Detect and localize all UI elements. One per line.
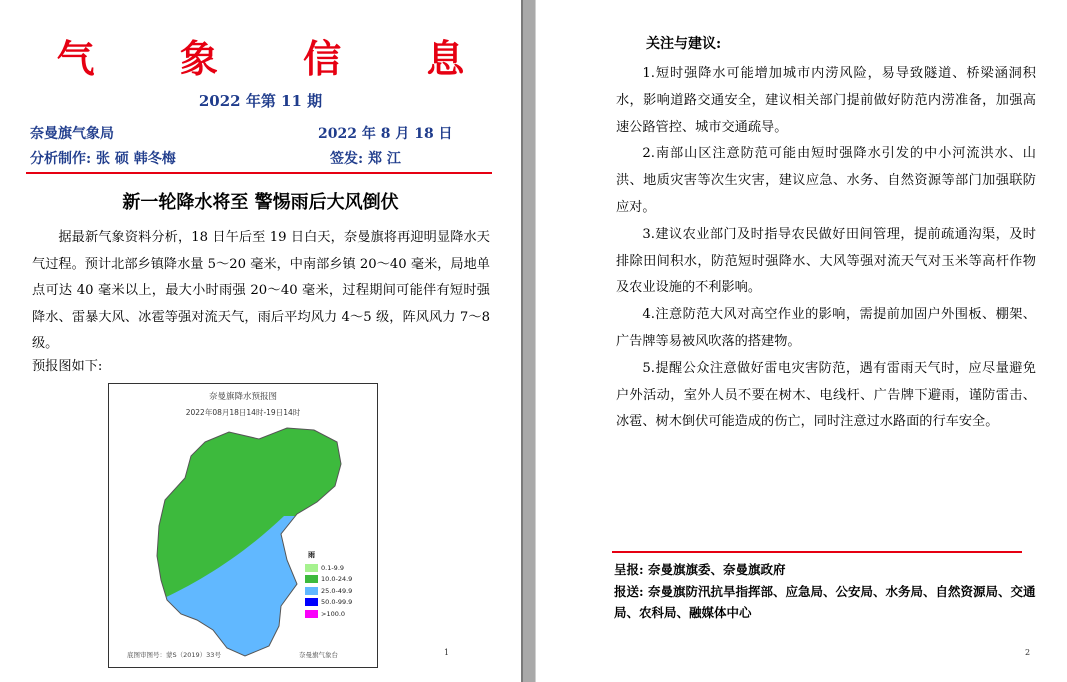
issuing-bureau: 奈曼旗气象局 (30, 126, 114, 142)
signer: 签发: 郑 江 (330, 151, 401, 167)
legend-label: 50.0-99.9 (321, 598, 353, 607)
body-text (32, 225, 490, 358)
legend-label: 25.0-49.9 (321, 586, 353, 595)
legend-entry (305, 562, 352, 574)
issue-date: 2022 年 8 月 18 日 (318, 126, 453, 142)
map-graphic (109, 384, 377, 667)
map-footer-left: 底图审图号：蒙S（2019）33号 (127, 651, 221, 659)
headline: 新一轮降水将至 警惕雨后大风倒伏 (122, 192, 399, 213)
page-gutter (521, 0, 536, 682)
map-title: 奈曼旗降水预报图 (208, 392, 277, 402)
body-paragraph: 据最新气象资料分析，18 日午后至 19 日白天，奈曼旗将再迎明显降水天气过程。预计北部乡镇降水量 5～20 毫米，中南部乡镇 20～40 毫米，局地单点可达 40 毫米以上，最大小时雨强 20～40 毫米，过程期间可能伴有短时强降水、雷暴大风、冰雹等强对流天气，雨后平均风力 4～5 级，阵风风力 7～8 级。 (32, 230, 490, 352)
legend-entry (305, 608, 352, 620)
precipitation-forecast-map (108, 383, 378, 668)
map-subtitle: 2022年08月18日14时-19日14时 (185, 408, 301, 417)
map-footer-right: 奈曼旗气象台 (299, 651, 338, 659)
suggestion-item: 4.注意防范大风对高空作业的影响，需提前加固户外围板、棚架、广告牌等易被风吹落的搭建物。 (616, 307, 1036, 349)
legend-entry (305, 597, 352, 609)
send-line: 报送: 奈曼旗防汛抗旱指挥部、应急局、公安局、水务局、自然资源局、交通局、农科局、融媒体中心 (614, 584, 1036, 620)
legend-swatch (305, 575, 318, 583)
legend-swatch (305, 610, 318, 618)
legend-swatch (305, 587, 318, 595)
issue-number: 2022 年第 11 期 (198, 92, 323, 110)
legend-label: 10.0-24.9 (321, 575, 353, 584)
suggestion-item: 2.南部山区注意防范可能由短时强降水引发的中小河流洪水、山洪、地质灾害等次生灾害，建议应急、水务、自然资源等部门加强联防应对。 (616, 146, 1036, 215)
page-number-2: 2 (1025, 648, 1031, 657)
legend-swatch (305, 598, 318, 606)
suggestion-item: 5.提醒公众注意做好雷电灾害防范，遇有雷雨天气时，应尽量避免户外活动，室外人员不要在树木、电线杆、广告牌下避雨，谨防雷击、冰雹、树木倒伏可能造成的伤亡，同时注意过水路面的行车安全。 (616, 360, 1036, 430)
suggestion-item: 1.短时强降水可能增加城市内涝风险，易导致隧道、桥梁涵洞积水，影响道路交通安全，建议相关部门提前做好防范内涝准备，加强高速公路管控、城市交通疏导。 (616, 66, 1036, 135)
legend-swatch (305, 564, 318, 572)
legend-entry (305, 585, 352, 597)
suggestions-heading: 关注与建议: (646, 36, 722, 52)
authors: 分析制作: 张 硕 韩冬梅 (30, 151, 176, 167)
legend-label: 0.1-9.9 (321, 563, 345, 572)
map-caption: 预报图如下: (32, 359, 103, 374)
page-number-1: 1 (444, 648, 450, 657)
suggestion-item: 3.建议农业部门及时指导农民做好田间管理，提前疏通沟渠，及时排除田间积水，防范短时强降水、大风等强对流天气对玉米等高杆作物及农业设施的不利影响。 (616, 226, 1036, 296)
document-title: 气 象 信 息 (56, 36, 501, 81)
suggestions-list (616, 61, 1036, 436)
document-page-1 (0, 0, 521, 682)
legend-label: >100.0 (321, 609, 346, 618)
map-legend (305, 562, 352, 620)
submit-line: 呈报: 奈曼旗旗委、奈曼旗政府 (614, 562, 786, 577)
document-page-2 (536, 0, 1067, 682)
legend-entry (305, 574, 352, 586)
legend-title: 雨 (308, 551, 315, 559)
header-divider (26, 172, 492, 174)
footer-divider (612, 551, 1022, 553)
